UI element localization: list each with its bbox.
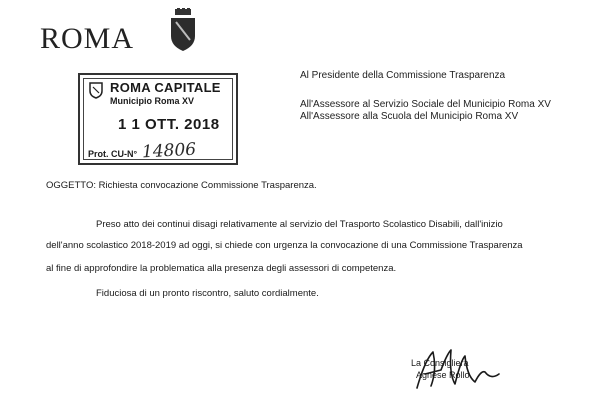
stamp-prot-label: Prot. CU-N° bbox=[88, 149, 138, 159]
handwritten-signature bbox=[395, 340, 515, 395]
body-line-1: Preso atto dei continui disagi relativamente al servizio del Trasporto Scolastico Disabili, dall'inizio bbox=[96, 219, 503, 230]
protocol-stamp bbox=[78, 73, 238, 165]
stamp-subtitle: Municipio Roma XV bbox=[110, 96, 195, 106]
roma-logo-text: ROMA bbox=[40, 22, 135, 55]
body-line-3: al fine di approfondire la problematica alla presenza degli assessori di competenza. bbox=[46, 263, 397, 274]
stamp-title: ROMA CAPITALE bbox=[110, 80, 221, 95]
stamp-date: 1 1 OTT. 2018 bbox=[118, 116, 220, 133]
stamp-crest-icon bbox=[88, 81, 104, 99]
body-line-2: dell'anno scolastico 2018-2019 ad oggi, si chiede con urgenza la convocazione di una Commissione Trasparenza bbox=[46, 240, 523, 251]
stamp-prot-number: 14806 bbox=[141, 139, 197, 163]
recipient-social-assessor: All'Assessore al Servizio Sociale del Municipio Roma XV bbox=[300, 99, 551, 110]
letter-subject: OGGETTO: Richiesta convocazione Commissione Trasparenza. bbox=[46, 180, 317, 191]
recipient-president: Al Presidente della Commissione Trasparenza bbox=[300, 70, 506, 81]
signature-name: Agnese Rollo bbox=[416, 370, 470, 380]
signature-role: La Consigliera bbox=[411, 358, 469, 368]
recipient-school-assessor: All'Assessore alla Scuola del Municipio Roma XV bbox=[300, 111, 519, 122]
closing-line: Fiduciosa di un pronto riscontro, saluto cordialmente. bbox=[96, 288, 319, 299]
roma-crest-icon bbox=[168, 8, 198, 52]
